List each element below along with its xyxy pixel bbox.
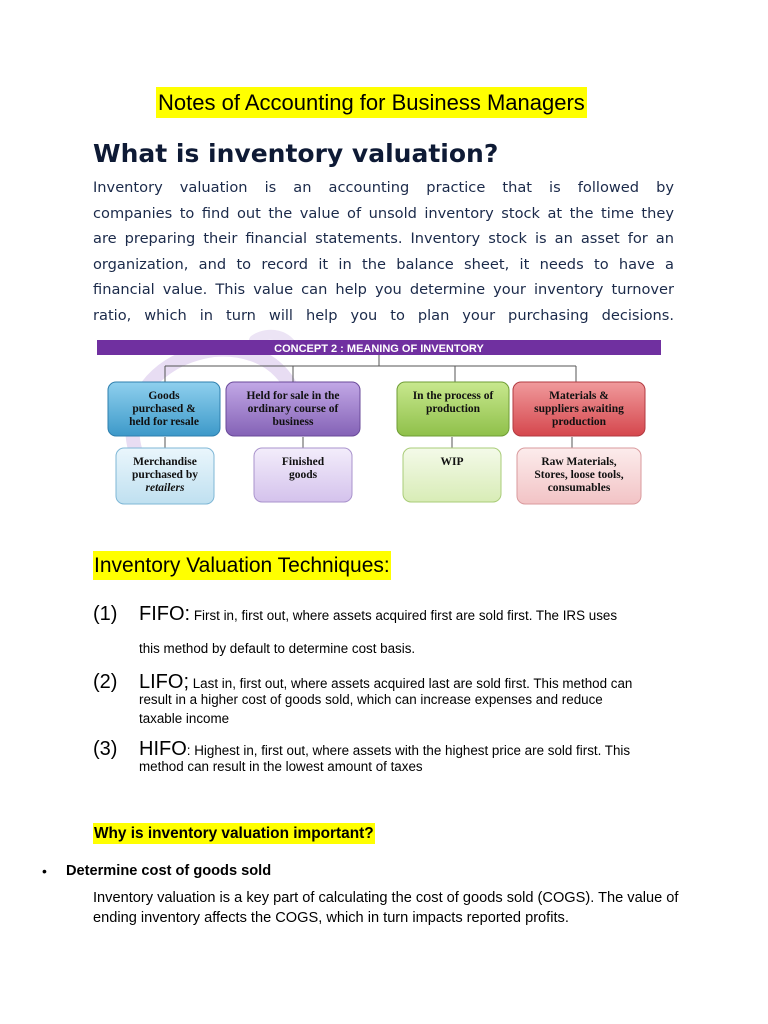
intro-line: are preparing their financial statements. Inventory stock is an asset for an [93, 230, 674, 248]
technique-item-hifo [93, 735, 683, 783]
svg-text:purchased by: purchased by [132, 469, 198, 481]
item-description-cont: result in a higher cost of goods sold, which can increase expenses and reduce [139, 692, 603, 707]
intro-line: financial value. This value can help you determine your inventory turnover [93, 281, 674, 299]
item-description: Last in, first out, where assets acquired last are sold first. This method can [189, 676, 633, 691]
svg-text:production: production [551, 416, 607, 428]
item-description-cont: taxable income [139, 711, 230, 726]
why-important-heading: Why is inventory valuation important? [94, 825, 374, 842]
inventory-concept-diagram [96, 338, 662, 510]
box-finished-goods [254, 448, 352, 502]
box-wip [403, 448, 501, 502]
item-body [139, 600, 684, 658]
svg-text:purchased &: purchased & [132, 403, 196, 415]
item-term: LIFO; [139, 671, 190, 693]
item-term: HIFO [139, 738, 187, 760]
bullet-point: • [42, 863, 47, 879]
svg-text:Materials &: Materials & [549, 390, 609, 402]
item-number: (3) [93, 738, 118, 760]
diagram-banner-text: CONCEPT 2 : MEANING OF INVENTORY [274, 343, 484, 355]
box-materials-awaiting-production [513, 382, 645, 436]
item-description: : Highest in, first out, where assets with the highest price are sold first. This [186, 743, 631, 758]
box-raw-materials [517, 448, 641, 504]
svg-text:Finished: Finished [281, 456, 325, 468]
intro-line: ratio, which in turn will help you to plan your purchasing decisions. [93, 306, 674, 324]
svg-text:WIP: WIP [440, 456, 464, 468]
svg-text:business: business [272, 416, 314, 428]
page-heading: What is inventory valuation? [93, 139, 499, 168]
technique-item-fifo [93, 600, 683, 666]
box-goods-held-for-resale [108, 382, 220, 436]
svg-text:Raw Materials,: Raw Materials, [541, 456, 617, 468]
item-term: FIFO: [139, 603, 191, 625]
item-description: First in, first out, where assets acquired first are sold first. The IRS uses [190, 608, 618, 623]
bullet-heading: Determine cost of goods sold [66, 863, 272, 879]
box-in-process-of-production [397, 382, 509, 436]
svg-text:consumables: consumables [547, 482, 611, 494]
bullet-paragraph: Inventory valuation is a key part of calculating the cost of goods sold (COGS). The value of ending inventory affects the COGS, which in turn impacts reported profits. [93, 890, 679, 926]
box-held-for-sale-ordinary-course [226, 382, 360, 436]
box-merchandise-retailers [116, 448, 214, 504]
techniques-heading: Inventory Valuation Techniques: [93, 551, 391, 580]
item-body [139, 668, 684, 728]
svg-text:suppliers awaiting: suppliers awaiting [534, 403, 624, 415]
svg-text:Goods: Goods [148, 390, 180, 402]
technique-item-lifo [93, 668, 683, 732]
document-title: Notes of Accounting for Business Managers [156, 87, 587, 118]
intro-line: Inventory valuation is an accounting practice that is followed by [93, 179, 674, 196]
svg-text:In the process of: In the process of [412, 390, 494, 402]
svg-text:goods: goods [288, 469, 318, 481]
svg-text:Stores, loose tools,: Stores, loose tools, [534, 469, 624, 481]
intro-line: companies to find out the value of unsold inventory stock at the time they [93, 204, 674, 222]
svg-text:Merchandise: Merchandise [133, 456, 197, 468]
svg-text:ordinary course of: ordinary course of [247, 403, 339, 415]
svg-text:retailers: retailers [145, 482, 185, 494]
item-description-cont: method can result in the lowest amount of taxes [139, 759, 423, 774]
item-body [139, 735, 684, 776]
svg-text:held for resale: held for resale [129, 416, 199, 428]
svg-text:production: production [425, 403, 481, 415]
svg-text:Held for sale in the: Held for sale in the [246, 390, 340, 402]
item-number: (1) [93, 603, 118, 625]
item-number: (2) [93, 671, 118, 693]
item-description-cont: this method by default to determine cost basis. [139, 641, 416, 656]
intro-line: organization, and to record it in the balance sheet, it needs to have a [93, 255, 674, 273]
